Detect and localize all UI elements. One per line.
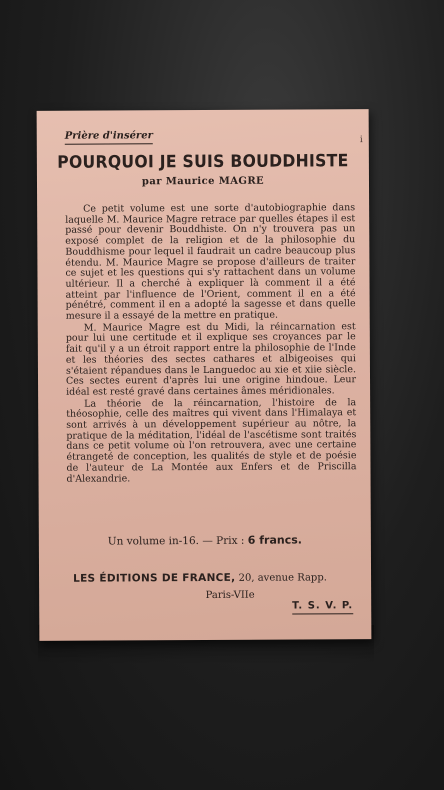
page-mark: i [359,135,363,146]
priere-label: Prière d'insérer [65,130,153,144]
insert-sheet [37,109,372,641]
tsvp-note: T. S. V. P. [292,600,353,614]
price-prefix: Un volume in-16. — Prix : [107,534,245,548]
price-amount: 6 francs. [247,533,302,547]
price-line [39,533,371,548]
body-text [65,203,356,485]
publisher-name: LES ÉDITIONS DE FRANCE, [73,571,236,585]
paragraph-intro: Ce petit volume est une sorte d'autobiographie dans laquelle M. Maurice Magre retrace par quelles étapes il est passé pour devenir Bouddhiste. On n'y trouvera pas un exposé complet de la religion et de la philosophie du Bouddhisme pour lequel il faudrait un cadre beaucoup plus étendu. M. Maurice Magre se propose d'ailleurs de traiter ce sujet et les questions qui s'y rattachent dans un volume ultérieur. Il a cherché à expliquer là comment il a été atteint par l'influence de l'Orient, comment il en a été pénétré, comment il en a adopté la sagesse et dans quelle mesure il a essayé de la mettre en pratique. [65,202,356,322]
author-byline: par Maurice MAGRE [141,175,265,188]
publisher-line [73,571,363,585]
publisher-city: Paris-VIIe [205,589,255,601]
publisher-address: 20, avenue Rapp. [238,572,327,584]
paragraph-reincarnation: M. Maurice Magre est du Midi, la réincarnation est pour lui une certitude et il explique ses croyances par le fait qu'il y a un étroit rapport entre la philosophie de l'Inde et les théories des sectes cathares et albigeoises qui s'étaient répandues dans le Languedoc au xie et xiie siècle. Ces sectes eurent d'après lui une origine hindoue. Leur idéal est resté gravé dans certaines âmes méridionales. [65,320,357,398]
document-title: POURQUOI JE SUIS BOUDDHISTE [57,151,349,173]
paragraph-theosophy: La théorie de la réincarnation, l'histoire de la théosophie, celle des maîtres qui vivent dans l'Himalaya et sont arrivés à un développement supérieur au nôtre, la pratique de la méditation, l'idéal de l'ascétisme sont traités dans ce petit volume où l'on retrouvera, avec une certaine étrangeté de conception, les qualités de style et de poésie de l'auteur de La Montée aux Enfers et de Priscilla d'Alexandrie. [66,396,357,485]
